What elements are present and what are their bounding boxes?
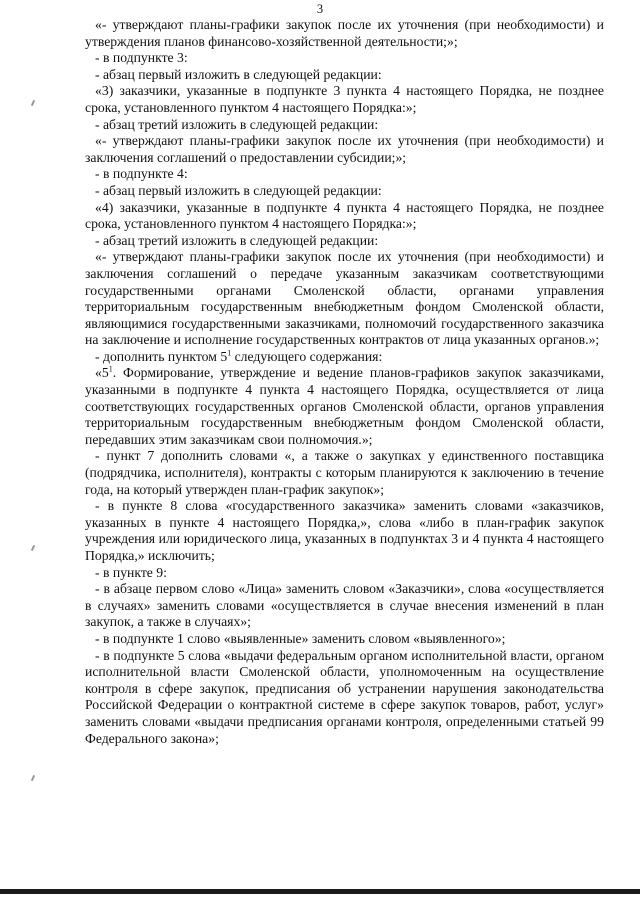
scan-margin-mark (31, 775, 35, 781)
paragraph-text: . Формирование, утверждение и ведение планов-графиков закупок заказчиками, указанными в подпункте 4 пункта 4 настоящего Порядка, осуществляется от лица соответствующих государственных органов Смоленской области, органов управления территориальным государственным внебюджетным фондом Смоленской области, передавших этим заказчикам свои полномочия.»; (85, 365, 604, 447)
document-body (85, 17, 604, 747)
paragraph: - в пункте 9: (95, 564, 167, 580)
paragraph: - абзац третий изложить в следующей редакции: (95, 232, 379, 248)
superscript: 1 (108, 364, 113, 374)
superscript: 1 (227, 348, 232, 358)
paragraph-text: следующего содержания: (231, 348, 383, 364)
paragraph: - абзац третий изложить в следующей редакции: (95, 116, 379, 132)
paragraph: - в подпункте 5 слова «выдачи федеральным органом исполнительной власти, органом исполнительной власти Смоленской области, уполномоченным на осуществление контроля в сфере закупок, предписания об устранении нарушения законодательства Российской Федерации о контрактной системе в сфере закупок товаров, работ, услуг» заменить словами «выдачи предписания органами контроля, определенными статьей 99 Федерального закона»; (85, 647, 604, 746)
paragraph (85, 365, 604, 448)
paragraph: - в подпункте 3: (95, 50, 188, 66)
paragraph: - абзац первый изложить в следующей редакции: (95, 66, 382, 82)
paragraph: «3) заказчики, указанные в подпункте 3 пункта 4 настоящего Порядка, не позднее срока, установленного пунктом 4 настоящего Порядка:»; (85, 83, 604, 115)
scan-margin-mark (31, 545, 35, 551)
paragraph: - в подпункте 4: (95, 166, 188, 182)
paragraph: - в пункте 8 слова «государственного заказчика» заменить словами «заказчиков, указанных в пункте 4 настоящего Порядка,», слова «либо в план-график закупок учреждения или юридического лица, указанных в подпунктах 3 и 4 пункта 4 настоящего Порядка,» исключить; (85, 498, 604, 563)
paragraph: «- утверждают планы-графики закупок после их уточнения (при необходимости) и утверждения планов финансово-хозяйственной деятельности;»; (85, 17, 604, 49)
paragraph: «- утверждают планы-графики закупок после их уточнения (при необходимости) и заключения соглашений о передаче указанным заказчикам соответствующими государственными органами Смоленской области, органами управления территориальным государственным внебюджетным фондом Смоленской области, являющимися государственными заказчиками, полномочий государственного заказчика на заключение и исполнение государственных контрактов от лица указанных органов.»; (85, 249, 604, 348)
paragraph: - в абзаце первом слово «Лица» заменить словом «Заказчики», слова «осуществляется в случаях» заменить словами «осуществляется в случае внесения изменений в план закупок, а также в случаях»; (85, 581, 604, 630)
paragraph (85, 349, 604, 366)
scan-bottom-edge (0, 889, 640, 894)
paragraph: «4) заказчики, указанные в подпункте 4 пункта 4 настоящего Порядка, не позднее срока, установленного пунктом 4 настоящего Порядка:»; (85, 199, 604, 232)
paragraph: - пункт 7 дополнить словами «, а также о закупках у единственного поставщика (подрядчика, исполнителя), контракты с которым планируются к заключению в течение года, на который утвержден план-график закупок»; (85, 448, 604, 497)
paragraph: - в подпункте 1 слово «выявленные» заменить словом «выявленного»; (95, 630, 506, 646)
paragraph: «- утверждают планы-графики закупок после их уточнения (при необходимости) и заключения соглашений о предоставлении субсидии;»; (85, 133, 604, 165)
paragraph: - абзац первый изложить в следующей редакции: (95, 182, 382, 198)
paragraph-text: - дополнить пунктом 5 (95, 348, 228, 364)
page-number: 3 (316, 2, 324, 16)
paragraph-text: «5 (95, 365, 109, 381)
scan-margin-mark (31, 100, 35, 106)
